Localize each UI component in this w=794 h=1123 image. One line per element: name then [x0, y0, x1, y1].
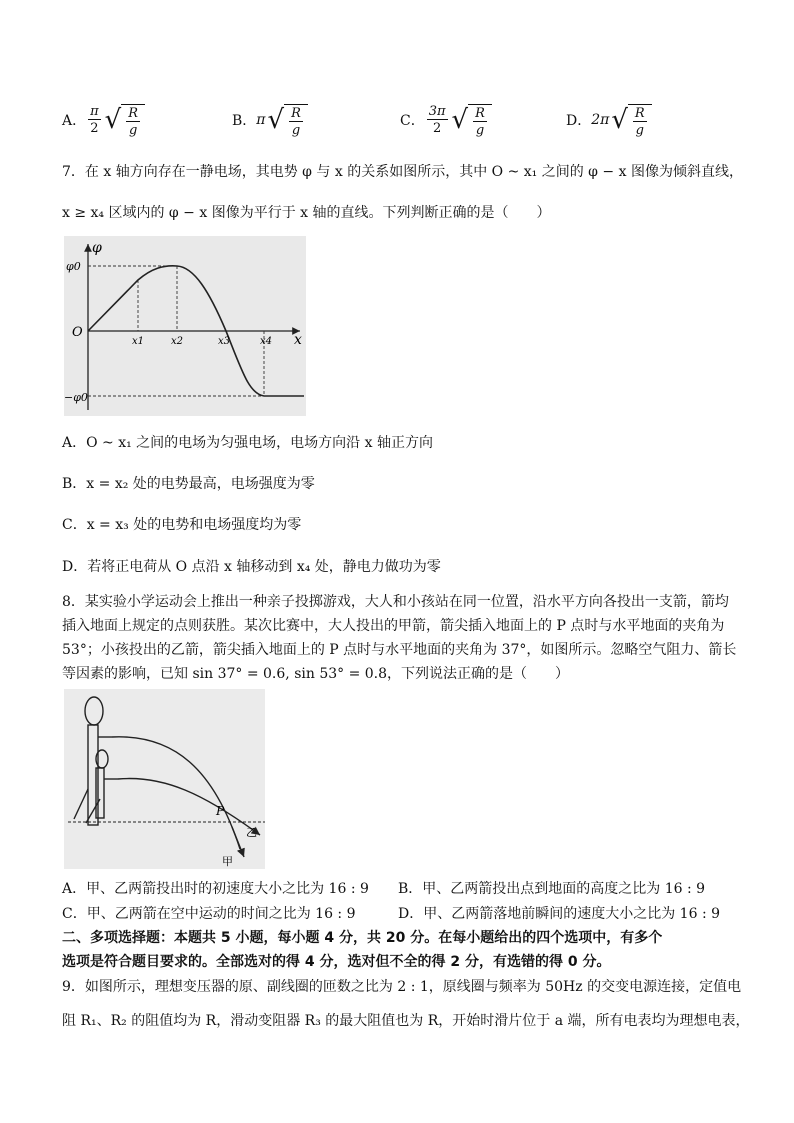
- q6-option-c: [400, 98, 492, 142]
- q6-option-a: [62, 98, 145, 142]
- phi0-label: φ0: [66, 260, 81, 273]
- phi-x-graph: [64, 236, 306, 416]
- q8-option-a: A．甲、乙两箭投出时的初速度大小之比为 16 : 9: [62, 881, 369, 897]
- q7-stem-line1: 7．在 x 轴方向存在一静电场，其电势 φ 与 x 的关系如图所示，其中 O ~ x₁ 之间的 φ − x 图像为倾斜直线，: [62, 164, 743, 180]
- coef: π: [256, 112, 266, 128]
- q7-option-b: B．x = x₂ 处的电势最高，电场强度为零: [62, 476, 315, 492]
- q7-option-d: D．若将正电荷从 O 点沿 x 轴移动到 x₄ 处，静电力做功为零: [62, 559, 441, 575]
- q8-stem-line3: 53°；小孩投出的乙箭，箭尖插入地面上的 P 点时与水平地面的夹角为 37°，如图所示。忽略空气阻力、箭长: [62, 642, 737, 658]
- point-p-label: P: [216, 804, 225, 818]
- q8-stem-line1: 8．某实验小学运动会上推出一种亲子投掷游戏，大人和小孩站在同一位置，沿水平方向各投出一支箭，箭均: [62, 594, 729, 610]
- phi-x-graph-svg: [64, 236, 306, 416]
- option-label: C．: [400, 113, 425, 129]
- q8-option-c: C．甲、乙两箭在空中运动的时间之比为 16 : 9: [62, 906, 356, 922]
- coef: 2π: [591, 112, 610, 128]
- q9-line2: 阻 R₁、R₂ 的阻值均为 R，滑动变阻器 R₃ 的最大阻值也为 R，开始时滑片位于 a 端，所有电表均为理想电表，: [62, 1013, 750, 1029]
- arrow-throw-svg: [64, 689, 265, 869]
- option-label: A．: [62, 113, 87, 129]
- option-label: D．: [566, 113, 592, 129]
- arrow-jia-head: [232, 827, 244, 857]
- q7-stem-line2: x ≥ x₄ 区域内的 φ − x 图像为平行于 x 轴的直线。下列判断正确的是（ ）: [62, 205, 551, 221]
- coef-fraction: $\frac{\pi}{2}$: [90, 104, 99, 136]
- q8-stem-line2: 插入地面上规定的点则获胜。某次比赛中，大人投出的甲箭，箭尖插入地面上的 P 点时与水平地面的夹角为: [62, 618, 725, 634]
- option-label: B．: [232, 113, 257, 129]
- tick-x2: x2: [171, 336, 184, 347]
- coef-fraction: $\frac{3\pi}{2}$: [428, 104, 446, 136]
- sqrt-r-over-g: √ $\frac{R}{g}$: [611, 100, 651, 140]
- arrow-yi-path: [118, 778, 260, 835]
- q6-option-d: [566, 98, 652, 142]
- tick-x4: x4: [260, 336, 273, 347]
- q7-option-c: C．x = x₃ 处的电势和电场强度均为零: [62, 517, 302, 533]
- tick-x3: x3: [218, 336, 231, 347]
- origin-label: O: [72, 325, 83, 340]
- sqrt-r-over-g: √ $\frac{R}{g}$: [268, 100, 308, 140]
- arrow-throw-figure: [64, 689, 265, 869]
- adult-head: [85, 697, 103, 725]
- tick-x1: x1: [132, 336, 145, 347]
- yi-label: 乙: [246, 826, 257, 839]
- arrow-jia-path: [112, 737, 240, 849]
- sqrt-r-over-g: √ $\frac{R}{g}$: [105, 100, 145, 140]
- y-axis-label: φ: [92, 240, 102, 256]
- adult-leg: [74, 789, 88, 819]
- child-body: [96, 768, 104, 818]
- q8-stem-line4: 等因素的影响，已知 sin 37° = 0.6, sin 53° = 0.8，下列说法正确的是（ ）: [62, 666, 570, 682]
- q7-option-a: A．O ~ x₁ 之间的电场为匀强电场，电场方向沿 x 轴正方向: [62, 435, 433, 451]
- sqrt-r-over-g: √ $\frac{R}{g}$: [452, 100, 492, 140]
- q8-option-d: D．甲、乙两箭落地前瞬间的速度大小之比为 16 : 9: [398, 906, 721, 922]
- x-axis-label: x: [294, 332, 302, 348]
- section2-line2: 选项是符合题目要求的。全部选对的得 4 分，选对但不全的得 2 分，有选错的得 0 分。: [62, 954, 611, 970]
- section2-line1: 二、多项选择题：本题共 5 小题，每小题 4 分，共 20 分。在每小题给出的四个选项中，有多个: [62, 930, 663, 946]
- jia-label: 甲: [222, 855, 233, 868]
- q6-option-b: [232, 98, 308, 142]
- neg-phi0-label: −φ0: [64, 391, 88, 404]
- q8-option-b: B．甲、乙两箭投出点到地面的高度之比为 16 : 9: [398, 881, 706, 897]
- q9-line1: 9．如图所示，理想变压器的原、副线圈的匝数之比为 2 : 1，原线圈与频率为 50Hz 的交变电源连接，定值电: [62, 979, 742, 995]
